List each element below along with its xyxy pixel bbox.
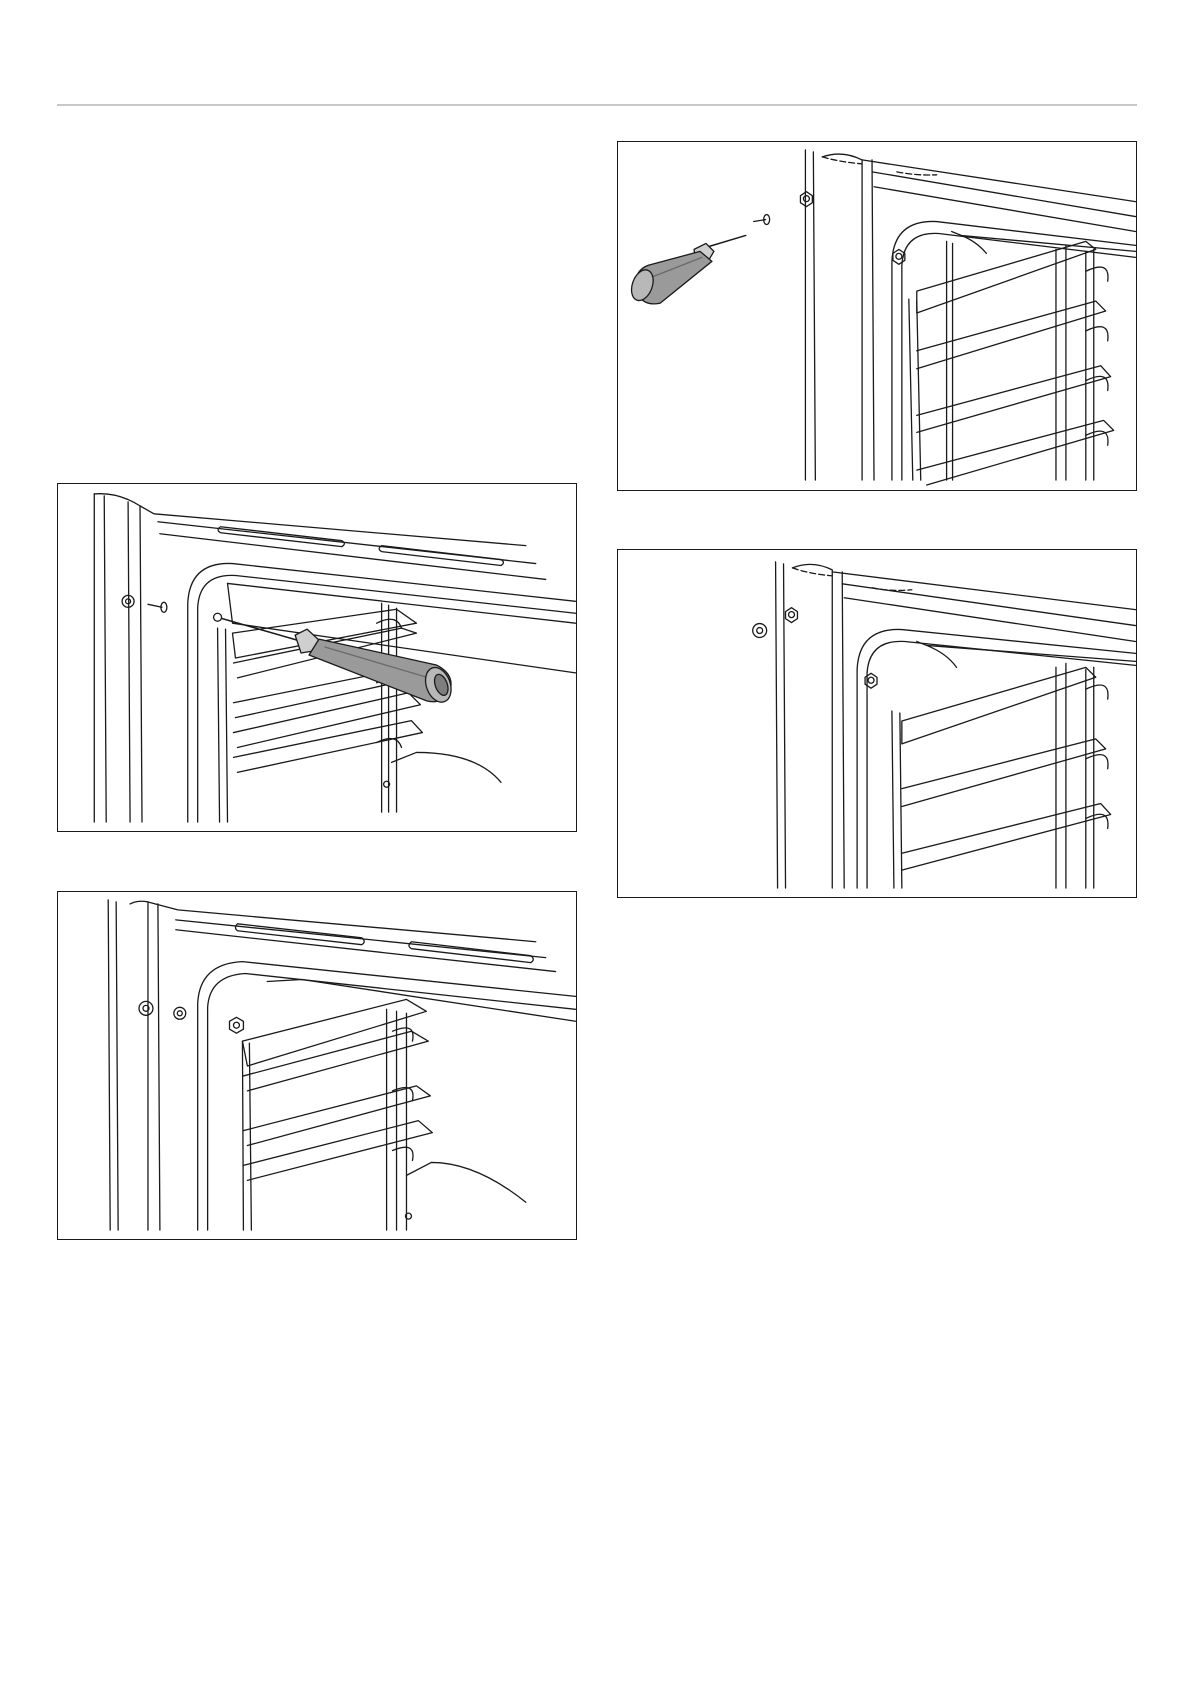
figure-corner-fasteners — [617, 549, 1137, 898]
oven-illustration-4 — [618, 550, 1136, 897]
frame-edge-outer — [94, 494, 106, 822]
rack-top — [902, 667, 1096, 744]
nut-icon — [786, 608, 798, 623]
rack-top — [242, 999, 426, 1066]
top-frame — [94, 494, 526, 546]
oven-illustration-2 — [58, 892, 576, 1239]
washer-icon — [139, 1001, 153, 1015]
screw-icon — [754, 215, 770, 225]
header-rule — [57, 104, 1137, 106]
vent-slot — [235, 924, 364, 945]
figure-panel-fasteners — [57, 891, 577, 1240]
oven-illustration-3 — [618, 142, 1136, 490]
frame-edge-inner — [128, 502, 142, 822]
washer-icon — [753, 624, 767, 638]
figure-remove-screw — [57, 483, 577, 832]
rack-top — [917, 241, 1096, 313]
oven-opening — [892, 221, 1136, 480]
screw-hole — [214, 613, 222, 621]
nut-icon — [230, 1017, 244, 1033]
screwdriver-icon — [628, 235, 746, 303]
figure-screw-corner — [617, 141, 1137, 491]
oven-illustration-1 — [58, 484, 576, 831]
nut-icon — [800, 192, 812, 207]
top-frame — [862, 160, 1135, 232]
vent-slot — [409, 942, 533, 963]
screw-icon — [148, 602, 167, 612]
vent-slot — [218, 527, 344, 547]
washer-icon — [174, 1007, 186, 1019]
top-frame — [832, 572, 1135, 642]
